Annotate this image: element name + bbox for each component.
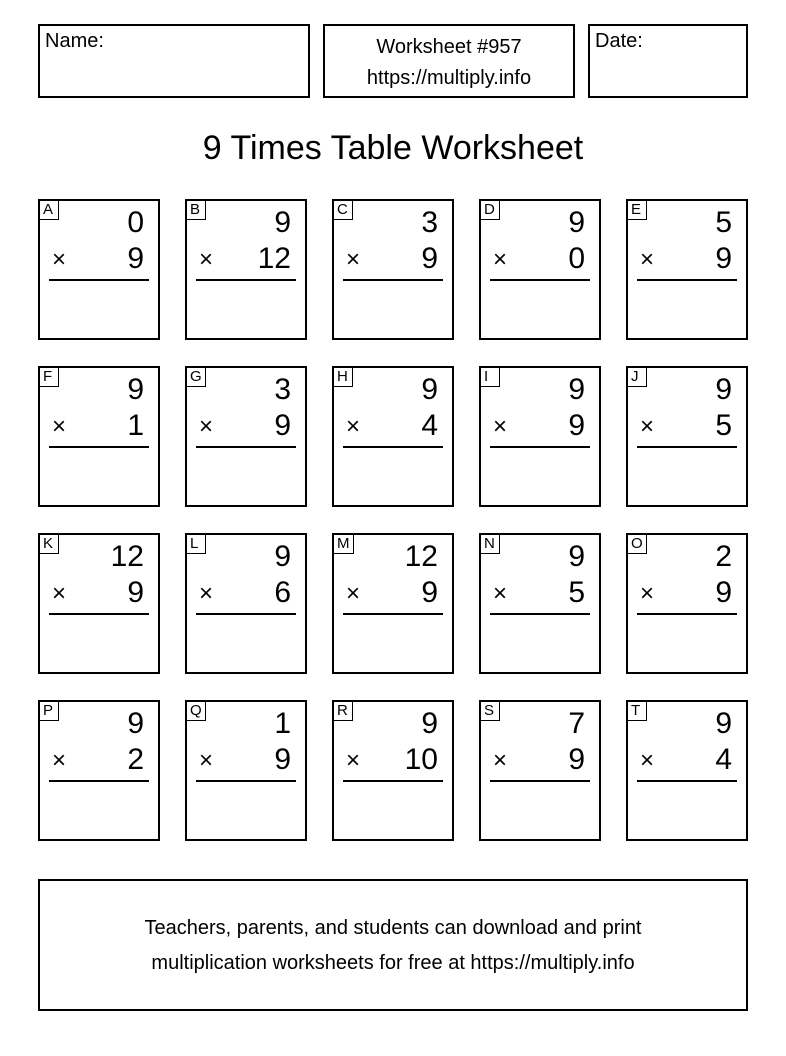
problem-card[interactable] [332,533,454,674]
problem-card[interactable] [38,700,160,841]
problem-multiplicand: 12 [404,540,438,573]
site-url: https://multiply.info [366,67,532,89]
problem-multiplicand: 0 [127,206,144,239]
answer-line [637,279,737,281]
problem-multiplicand: 9 [568,540,585,573]
answer-line [490,613,590,615]
problem-multiplier: 0 [568,242,585,275]
answer-line [637,613,737,615]
problem-multiplicand: 9 [715,373,732,406]
problem-multiplicand: 3 [274,373,291,406]
answer-line [196,279,296,281]
problem-card[interactable] [185,700,307,841]
problem-multiplier: 9 [715,242,732,275]
problem-multiplier: 5 [568,576,585,609]
worksheet-info-box [323,24,575,98]
problem-card[interactable] [38,533,160,674]
times-icon: × [199,246,214,273]
problem-multiplier: 2 [127,743,144,776]
answer-line [490,279,590,281]
problem-multiplier: 9 [421,242,438,275]
problem-multiplicand: 9 [568,373,585,406]
problem-letter: O [628,535,647,554]
problem-multiplier: 9 [568,409,585,442]
date-label: Date: [595,30,643,52]
problem-multiplier: 9 [715,576,732,609]
problem-letter: A [40,201,59,220]
times-icon: × [640,413,655,440]
answer-line [490,780,590,782]
problem-card[interactable] [332,700,454,841]
times-icon: × [346,580,361,607]
problem-card[interactable] [626,533,748,674]
times-icon: × [346,747,361,774]
problem-letter: N [481,535,500,554]
problem-multiplicand: 9 [274,540,291,573]
problem-letter: S [481,702,500,721]
problem-letter: R [334,702,353,721]
problem-multiplicand: 9 [421,373,438,406]
answer-line [49,279,149,281]
times-icon: × [199,580,214,607]
problem-letter: C [334,201,353,220]
footer-box [38,879,748,1011]
worksheet-number: Worksheet #957 [376,36,522,58]
problem-letter: M [334,535,354,554]
problem-multiplicand: 1 [274,707,291,740]
problem-multiplier: 5 [715,409,732,442]
answer-line [343,613,443,615]
problem-card[interactable] [332,366,454,507]
problem-card[interactable] [38,366,160,507]
answer-line [49,446,149,448]
problem-letter: L [187,535,206,554]
problem-letter: Q [187,702,206,721]
times-icon: × [52,246,67,273]
problem-multiplier: 4 [715,743,732,776]
problem-card[interactable] [332,199,454,340]
problem-card[interactable] [185,533,307,674]
problem-letter: T [628,702,647,721]
times-icon: × [493,580,508,607]
problem-multiplier: 1 [127,409,144,442]
problem-multiplicand: 7 [568,707,585,740]
answer-line [49,613,149,615]
problem-card[interactable] [38,199,160,340]
problem-multiplicand: 2 [715,540,732,573]
problem-letter: I [481,368,500,387]
problem-letter: H [334,368,353,387]
problem-multiplier: 12 [257,242,291,275]
problem-multiplicand: 9 [274,206,291,239]
problem-letter: J [628,368,647,387]
name-label: Name: [45,30,104,52]
problem-multiplicand: 9 [715,707,732,740]
problem-multiplier: 9 [274,743,291,776]
footer-line-2: multiplication worksheets for free at https://multiply.info [151,952,635,974]
problem-card[interactable] [185,366,307,507]
footer-line-1: Teachers, parents, and students can download and print [144,917,642,939]
problem-multiplicand: 5 [715,206,732,239]
times-icon: × [52,747,67,774]
answer-line [196,613,296,615]
problem-multiplicand: 9 [127,707,144,740]
problem-letter: B [187,201,206,220]
times-icon: × [493,246,508,273]
problem-multiplicand: 9 [568,206,585,239]
answer-line [637,446,737,448]
problem-multiplier: 9 [568,743,585,776]
problem-card[interactable] [479,199,601,340]
problem-card[interactable] [185,199,307,340]
times-icon: × [640,246,655,273]
problem-multiplicand: 9 [127,373,144,406]
problem-card[interactable] [626,700,748,841]
problem-multiplier: 9 [127,242,144,275]
times-icon: × [640,580,655,607]
problem-card[interactable] [626,199,748,340]
times-icon: × [493,747,508,774]
problem-multiplicand: 12 [110,540,144,573]
problem-multiplier: 6 [274,576,291,609]
times-icon: × [346,246,361,273]
times-icon: × [493,413,508,440]
problem-card[interactable] [479,366,601,507]
problem-multiplier: 9 [421,576,438,609]
problem-letter: F [40,368,59,387]
name-field-box[interactable] [38,24,310,98]
page-title: 9 Times Table Worksheet [202,129,584,167]
times-icon: × [199,747,214,774]
problem-multiplier: 9 [274,409,291,442]
problem-letter: E [628,201,647,220]
times-icon: × [52,413,67,440]
problem-letter: P [40,702,59,721]
times-icon: × [52,580,67,607]
times-icon: × [199,413,214,440]
times-icon: × [346,413,361,440]
problem-card[interactable] [626,366,748,507]
problem-letter: K [40,535,59,554]
problem-multiplicand: 9 [421,707,438,740]
answer-line [49,780,149,782]
answer-line [343,780,443,782]
times-icon: × [640,747,655,774]
answer-line [637,780,737,782]
problem-multiplier: 10 [404,743,438,776]
problem-card[interactable] [479,700,601,841]
answer-line [343,279,443,281]
problem-multiplier: 9 [127,576,144,609]
problem-card[interactable] [479,533,601,674]
answer-line [196,446,296,448]
problem-multiplicand: 3 [421,206,438,239]
problem-multiplier: 4 [421,409,438,442]
problem-letter: G [187,368,206,387]
date-field-box[interactable] [588,24,748,98]
answer-line [343,446,443,448]
problem-letter: D [481,201,500,220]
answer-line [490,446,590,448]
answer-line [196,780,296,782]
